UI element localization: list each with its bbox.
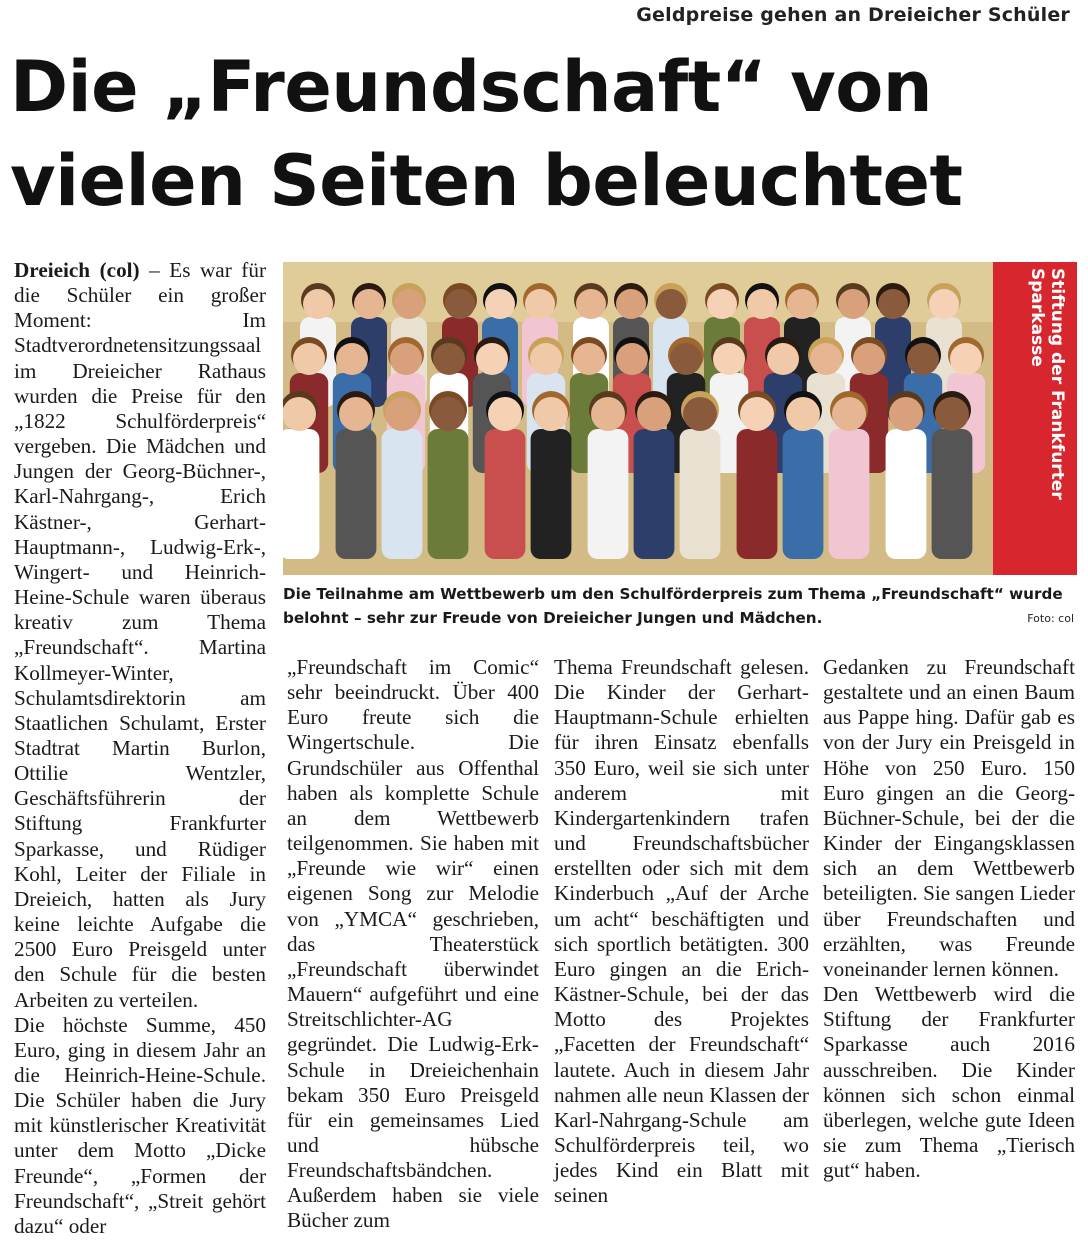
person-body [336, 429, 377, 559]
article-paragraph: Die höchste Summe, 450 Euro, ging in diesem Jahr an die Heinrich-Heine-Schule. Die Schüler haben die Jury mit künstlerischer Kreativität unter dem Motto „Dicke Freunde“, „Formen der Freundschaft“, „Streit gehört dazu“ oder [14, 1012, 266, 1238]
person-head [431, 397, 465, 431]
person-head [832, 397, 866, 431]
person-body [886, 429, 927, 559]
person-body [783, 429, 824, 559]
person-head [810, 343, 842, 375]
person-head [390, 343, 422, 375]
person-head [336, 343, 368, 375]
person-head [476, 343, 508, 375]
person-head [935, 397, 969, 431]
person-head [838, 289, 868, 319]
person-head [853, 343, 885, 375]
person-head [573, 343, 605, 375]
person-head [616, 289, 646, 319]
person-head [303, 289, 333, 319]
kicker: Geldpreise gehen an Dreieicher Schüler [636, 4, 1070, 26]
dateline: Dreieich (col) [14, 258, 140, 282]
person-body [680, 429, 721, 559]
person-head [713, 343, 745, 375]
person-head [488, 397, 522, 431]
person-head [354, 289, 384, 319]
article-paragraph: Gedanken zu Freundschaft gestaltete und an einen Baum aus Pappe hing. Dafür gab es von der Jury ein Preisgeld in Höhe von 250 Euro. 150 Euro gingen an die Georg-Büchner-Schule, bei der die Kinder der Eingangsklassen sich an dem Wettbewerb beteiligten. Sie sangen Lieder über Freundschaften und erzählten, was Freunde voneinander lernen können. [823, 655, 1075, 981]
person-head [786, 397, 820, 431]
person-head [293, 343, 325, 375]
article-paragraph: „Freundschaft im Comic“ sehr beeindruckt. Über 400 Euro freute sich die Wingertschule. Die Grundschüler aus Offenthal haben als komplette Schule an dem Wettbewerb teilgenommen. Sie haben mit „Freunde wie wir“ einen eigenen Song zur Melodie von „YMCA“ geschrieben, das Theaterstück „Freundschaft überwindet Mauern“ aufgeführt und eine Streitschlichter-AG gegründet. Die Ludwig-Erk-Schule in Dreieichenhain bekam 350 Euro Preisgeld für ein gemeinsames Lied und hübsche Freundschaftsbändchen. Außerdem haben sie viele Bücher zum [287, 655, 539, 1233]
person-head [637, 397, 671, 431]
article-column-1 [14, 258, 266, 1239]
person-head [740, 397, 774, 431]
sponsor-banner-text: Stiftung der Frankfurter Sparkasse [1027, 268, 1067, 500]
person-head [767, 343, 799, 375]
person-head [433, 343, 465, 375]
person-head [747, 289, 777, 319]
person-body [737, 429, 778, 559]
person-head [656, 289, 686, 319]
person-head [530, 343, 562, 375]
person-head [485, 289, 515, 319]
person-head [385, 397, 419, 431]
photo-caption: Die Teilnahme am Wettbewerb um den Schulförderpreis zum Thema „Freundschaft“ wurde belohnt – sehr zur Freude von Dreieicher Jungen und Mädchen. [283, 585, 1063, 627]
article-paragraph: Thema Freundschaft gelesen. Die Kinder der Gerhart-Hauptmann-Schule erhielten für ihren Einsatz ebenfalls 350 Euro, weil sie sich unter anderem mit Kindergartenkindern trafen und Freundschaftsbücher erstellten oder sich mit dem Kinderbuch „Auf der Arche um acht“ beschäftigten und sich sportlich betätigten. 300 Euro gingen an die Erich-Kästner-Schule, bei der das Motto des Projektes „Facetten der Freundschaft“ lautete. Auch in diesem Jahr nahmen alle neun Klassen der Karl-Nahrgang-Schule am Schulförderpreis teil, wo jedes Kind ein Blatt mit seinen [554, 655, 809, 1208]
person-head [283, 397, 316, 431]
article-text: – Es war für die Schüler ein großer Moment: Im Stadtverordnetensitzungssaal im Dreieicher Rathaus wurden die Preise für den „1822 Schulförderpreis“ vergeben. Die Mädchen und Jungen der Georg-Büchner-, Karl-Nahrgang-, Erich Kästner-, Gerhart-Hauptmann-, Ludwig-Erk-, Wingert- und Heinrich-Heine-Schule waren überaus kreativ zum Thema „Freundschaft“. Martina Kollmeyer-Winter, Schulamtsdirektorin am Staatlichen Schulamt, Erster Stadtrat Martin Burlon, Ottilie Wentzler, Geschäftsführerin der Stiftung Frankfurter Sparkasse, und Rüdiger Kohl, Leiter der Filiale in Dreieich, hatten als Jury keine leichte Aufgabe die 2500 Euro Preisgeld unter den Schule für die besten Arbeiten zu verteilen. [14, 258, 266, 1012]
person-body [531, 429, 572, 559]
person-head [525, 289, 555, 319]
person-body [382, 429, 423, 559]
person-head [907, 343, 939, 375]
person-head [576, 289, 606, 319]
article-column-4 [823, 655, 1075, 1183]
person-head [707, 289, 737, 319]
article-column-3 [554, 655, 809, 1208]
headline: Die „Freundschaft“ von vielen Seiten beleuchtet [10, 46, 963, 222]
person-head [878, 289, 908, 319]
photo-credit: Foto: col [1027, 612, 1074, 625]
person-head [394, 289, 424, 319]
person-head [534, 397, 568, 431]
person-body [588, 429, 629, 559]
article-paragraph [14, 258, 266, 1013]
person-head [929, 289, 959, 319]
person-body [829, 429, 870, 559]
group-photo [283, 262, 1077, 575]
group-photo-illustration [283, 262, 1077, 575]
person-head [670, 343, 702, 375]
person-head [616, 343, 648, 375]
person-head [950, 343, 982, 375]
article-column-2 [287, 655, 539, 1234]
person-body [485, 429, 526, 559]
person-body [932, 429, 973, 559]
person-body [428, 429, 469, 559]
person-head [339, 397, 373, 431]
person-head [445, 289, 475, 319]
article-paragraph: Den Wettbewerb wird die Stiftung der Frankfurter Sparkasse auch 2016 ausschreiben. Die Kinder können sich schon einmal überlegen, welche gute Ideen sie zum Thema „Tierisch gut“ haben. [823, 982, 1075, 1183]
person-head [787, 289, 817, 319]
person-head [591, 397, 625, 431]
person-head [683, 397, 717, 431]
person-body [634, 429, 675, 559]
person-head [889, 397, 923, 431]
person-body [283, 429, 319, 559]
